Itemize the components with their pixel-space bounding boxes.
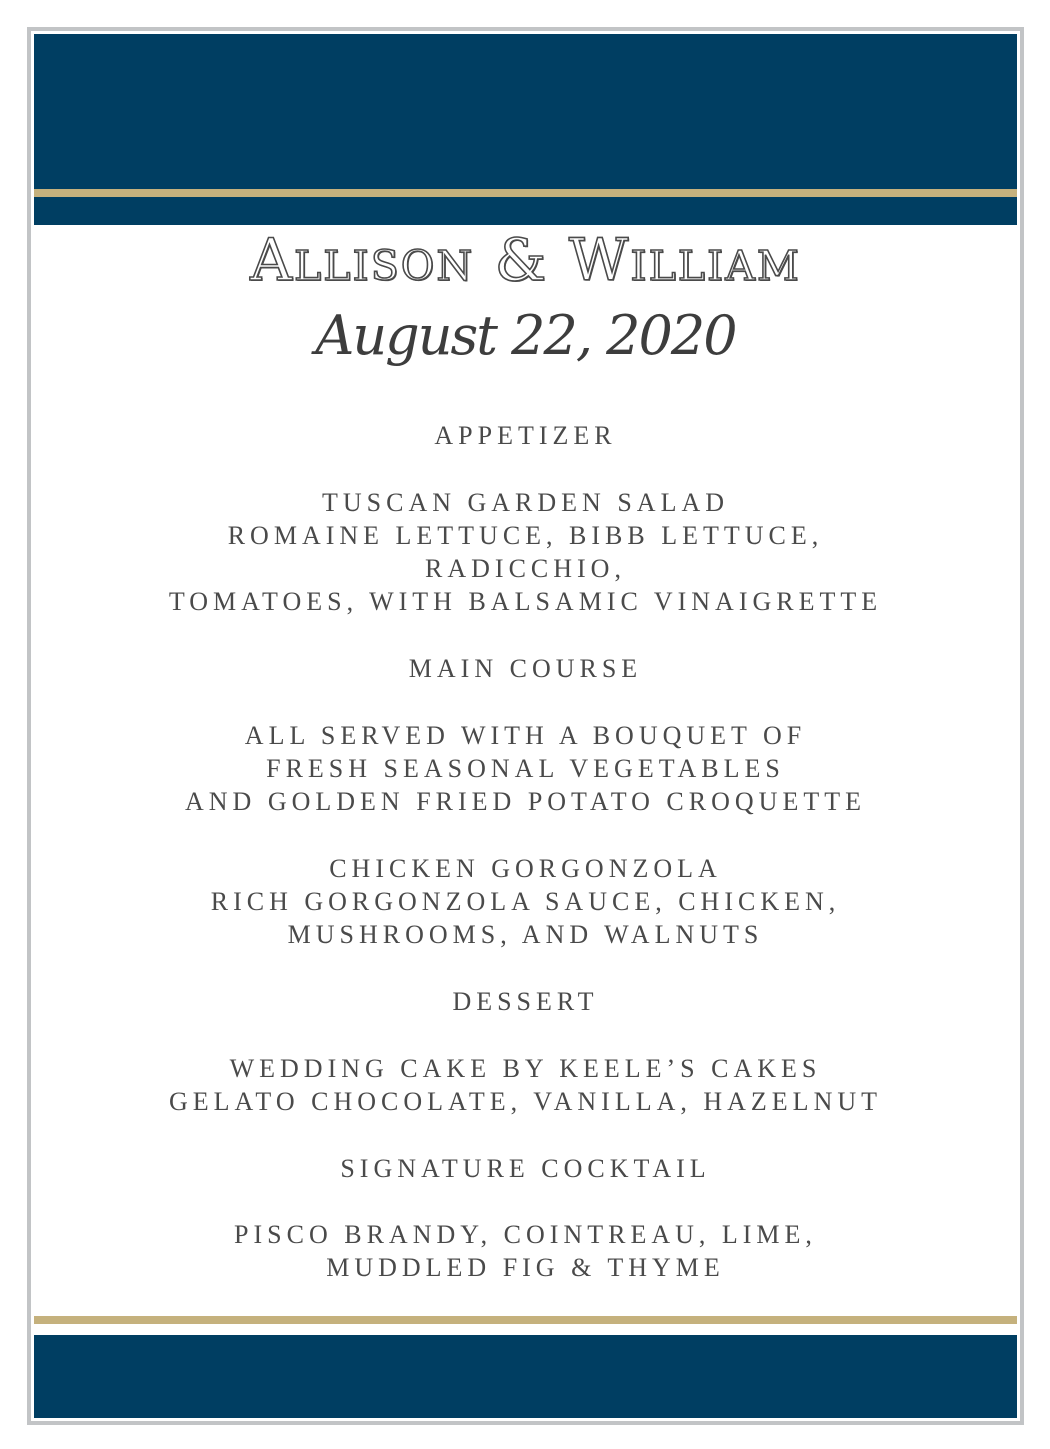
menu-line: PISCO BRANDY, COINTREAU, LIME, — [234, 1220, 817, 1250]
menu-line: AND GOLDEN FRIED POTATO CROQUETTE — [185, 787, 866, 817]
top-navy-band — [34, 34, 1017, 189]
section-heading-signature-cocktail: SIGNATURE COCKTAIL — [340, 1153, 711, 1183]
menu-line: CHICKEN GORGONZOLA — [329, 853, 722, 883]
spacer — [31, 819, 1020, 852]
bottom-gold-stripe — [34, 1316, 1017, 1324]
bottom-white-gap — [34, 1324, 1017, 1335]
couple-names: Allison & William — [250, 226, 801, 294]
section-heading-appetizer: APPETIZER — [434, 421, 617, 450]
menu-line: FRESH SEASONAL VEGETABLES — [266, 753, 785, 783]
menu-line: TUSCAN GARDEN SALAD — [321, 487, 729, 517]
spacer — [31, 952, 1020, 985]
spacer — [31, 685, 1020, 718]
section-heading-main-course: MAIN COURSE — [408, 654, 643, 684]
menu-line: GELATO CHOCOLATE, VANILLA, HAZELNUT — [168, 1086, 882, 1116]
menu-card — [27, 27, 1024, 1425]
menu-line: ALL SERVED WITH A BOUQUET OF — [244, 720, 807, 750]
menu-line: TOMATOES, WITH BALSAMIC VINAIGRETTE — [168, 587, 883, 617]
section-heading-dessert: DESSERT — [452, 987, 599, 1017]
top-navy-stripe — [34, 197, 1017, 225]
bottom-navy-band — [34, 1335, 1017, 1418]
menu-line: WEDDING CAKE BY KEELE’S CAKES — [229, 1053, 822, 1083]
spacer — [31, 1185, 1020, 1218]
menu-line: RADICCHIO, — [425, 554, 626, 584]
spacer — [31, 619, 1020, 652]
menu-body — [31, 419, 1020, 1285]
menu-line: ROMAINE LETTUCE, BIBB LETTUCE, — [227, 520, 824, 550]
spacer — [31, 1118, 1020, 1151]
menu-line: MUDDLED FIG & THYME — [326, 1253, 725, 1283]
top-gold-stripe — [34, 189, 1017, 197]
spacer — [31, 452, 1020, 485]
spacer — [31, 1018, 1020, 1051]
menu-line: MUSHROOMS, AND WALNUTS — [287, 920, 764, 950]
menu-line: RICH GORGONZOLA SAUCE, CHICKEN, — [210, 887, 841, 917]
wedding-date: August 22, 2020 — [315, 304, 736, 367]
